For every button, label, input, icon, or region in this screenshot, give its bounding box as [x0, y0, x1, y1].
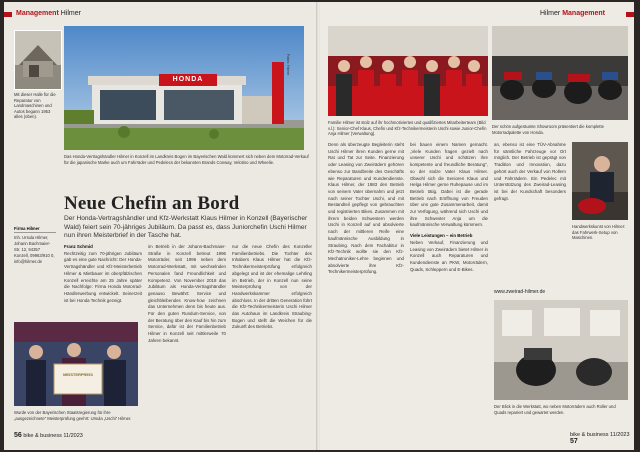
right-column-3-text: an, ebenso ist eine TÜV-Abnahme für sämtliche Fahrzeuge vor Ort möglich. Der Betrieb ist geprägt von Tradition und Innovation, dazu gehört auch der Verkauf von Rollern und Fahrrädern. Ein Pedelec mit Unterstützung des Zweirad-Leasing ist bei der Kundschaft besonders gefragt.: [494, 142, 566, 201]
right-folio-text: bike & business 11/2023: [570, 432, 630, 438]
honda-sign: HONDA: [160, 75, 216, 85]
dealership-photo: [64, 26, 304, 150]
left-header-name: Hilmer: [60, 10, 81, 17]
left-column-3: [232, 244, 312, 331]
header-accent: [4, 12, 12, 17]
company-info-heading: Firma Hilmer: [14, 226, 56, 233]
workshop-photo-caption: Der Blick in die Werkstatt, wo neben Motorrädern auch Roller und Quads repariert und gewartet werden.: [494, 404, 616, 415]
workshop-image: [494, 300, 628, 400]
left-column-2: [148, 244, 226, 345]
right-page: [320, 2, 634, 450]
mechanic-photo: [572, 142, 628, 220]
right-header-section: Management: [562, 10, 605, 17]
showroom-image: [492, 26, 628, 120]
right-header: [540, 10, 605, 17]
right-page-number: 57: [570, 438, 578, 445]
article-lead: Der Honda-Vertragshändler und Kfz-Werkstatt Klaus Hilmer in Konzell (Bayerischer Wald) feiert sein 70-jähriges Jubiläum. Da passt es, dass Juniorchefin Uschi Hilmer nun ihren Meisterbrief in der Tasche hat.: [64, 215, 308, 240]
left-page-number: 56: [14, 432, 22, 439]
certificate-text: MEISTERPREIS: [63, 372, 93, 377]
right-column-1-text: Denn als überzeugte Begleiterin steht Uschi Hilmer ihren Kunden gerne mit Rat und Tat zur Seite. Finanzierung oder Leasing von Zweirädern gehören ebenso zur Bandbreite des Geschäfts wie Reparaturen und Kundendienste. Klaus Hilmer, der 1983 den Betrieb von seinem Vater übernahm und jetzt nach seiner Tochter Uschi, und mit Bestandteil gepflegt von gebrauchten und registrierten Bikes. Zusammen mit ihrem beiden Schwestern werden Uschi in Konzell auf und absolvierte nach der mittleren Reife eine kaufmännische Ausbildung in Straubing. Nach dem Fachabitur in Kfz-Technik wollte sie den Kfz-Mechatroniker-Lehre beginnen und absolvierte ihre Kfz-Technikermeisterprüfung.: [328, 142, 404, 275]
team-photo-caption: Familie Hilmer ist stolz auf ihr hochmotiviertes und qualifiziertes Mitarbeiterteam (Bild v.l.): Senior-Chef Klaus, Chefin und Kfz-Technikermeisterin Uschi sowie Junior-Chefin Anja Hilmer (Verwaltung).: [328, 120, 487, 137]
right-header-accent: [626, 12, 634, 17]
left-column-3-text: nur die neue Chefin des Konzeller Familienbetriebs. Die Tochter des Inhabers Klaus Hilmer hat die Kfz-Technikermeisterprüfung erfolgreich abgelegt und ist der ehemalige Lehrling im Betrieb, der in Konzell nun seine Meisterprüfung von der Handwerkskammer erfolgreich abschloss. In der dritten Generation führt die Kfz-Technikermeisterin Uschi Hilmer das Autohaus im Landkreis Straubing-Bogen und stellt die Weichen für die Zukunft des Betriebs.: [232, 244, 312, 330]
dealership-image: [64, 26, 304, 150]
magazine-spread: [4, 2, 634, 450]
left-folio-text: bike & business 11/2023: [23, 433, 83, 439]
right-column-2-more: Neben Verkauf, Finanzierung und Leasing von Zweirädern bietet Hilmer in Konzell auch Reparaturen und Kundendienste an PKW, Motorrädern, Quads, Schleppern und E-Bikes.: [410, 239, 488, 272]
award-image: [14, 322, 138, 406]
mechanic-image: [572, 142, 628, 220]
author-byline: Franz Schmid: [64, 244, 93, 249]
team-image: [328, 26, 488, 116]
photo-credit: Fotos: Hilmer: [286, 54, 290, 76]
historic-photo: [14, 30, 62, 90]
company-info-address: Inh. Ursula Hilmer, Johann Bachmaier-Str. 12, 94357 Konzell, 09963/910 0, info@hilmer.de: [14, 235, 55, 264]
website-link[interactable]: www.zweirad-hilmer.de: [494, 289, 546, 295]
showroom-photo: [492, 26, 628, 120]
team-photo: [328, 26, 488, 116]
left-column-2-text: im Betrieb in der Johann-Bachmaier-Straße in Konzell betreut 1996 Motorräder, seit 1996 neben dem Motorrad-Werkstatt, mit wechselnden Personalen fand Freundlichkeit und Kompetenz. Von November 2018 das Jubiläum als Honda-Vertragshändler genauso Bewährt: Service und gleichbleibendes Know-how zeichnen das Unternehmen denn bis heute aus. Für den guten Rundum-Service, von der Beratung über den Kauf bis hin zum Service, dafür ist der Familienbetrieb Hilmer in Konzell seit mittlerweile 70 Jahren bekannt.: [148, 244, 226, 343]
left-header-section: Management: [16, 10, 59, 17]
left-page: [4, 2, 318, 450]
dealership-photo-caption: Das Honda-Vertragshändler Hilmer in Konzell im Landkreis Bogen im Bayerischen Wald kümmert sich neben dem Motorrad-Verkauf für die japanische Marke auch um Fahrräder und Pedelecs der bekannten Brands Conway, Velotino und Wheelie.: [64, 154, 309, 165]
workshop-photo: [494, 300, 628, 400]
right-header-name: Hilmer: [540, 10, 561, 17]
award-photo-caption: Wurde von der Bayerischen Staatsregierung für ihre „ausgezeichnete“ Meisterprüfung geehrt: Ursula „Uschi“ Hilmer.: [14, 410, 132, 421]
historic-photo-caption: Mit dieser Halle für die Reparatur von Landmaschinen und Autos begann 1953 alles (oben).: [14, 92, 56, 120]
left-column-1: [64, 244, 142, 304]
mechanic-photo-caption: Handwerkskunst von Hilmer: das Fahrwerk-Setup von Maschinen.: [572, 224, 626, 241]
right-column-1: [328, 142, 404, 276]
right-column-2-subheading: Viele Leistungen – ein Betrieb: [410, 233, 473, 239]
right-column-2-text: bei bauen einem Namen gemacht. „Viele Kunden fragen gezielt nach unserer Uschi und schätzen ihre kompetente und freundliche Beratung“, so der stolze Vater Klaus Hilmer. Obwohl sich die Senioren Klaus und Helga Hilmer gerne Ruhepause und im Betrieb tätig. Dabei ist die gerade Betrieb nach Eröffnung von Freuden über uns gute Zusammenarbeit, damit zur Verfügung, während sich Uschi und ihre Schwester Anja um die kaufmännische Verwaltung kümmern.: [410, 142, 488, 228]
historic-hall-image: [15, 31, 61, 89]
left-column-1-text: Rechtzeitig zum 70-jährigen Jubiläum gab es eine gute Nachricht: Der Honda-Vertragshändler und Kfz-Meisterbetrieb Hilmer & Mietbauer im oberpfälzischen Konzell erreichte am 25 Jahre später die Nachfolge: Firma Honda Motorrad-Händlerwerbung entwickelt. Seinerzeit ist bei Honda Technik gezeigt.: [64, 250, 142, 303]
award-photo: [14, 322, 138, 406]
right-column-3: [494, 142, 566, 202]
showroom-photo-caption: Der schön aufgeräumte Showroom präsentiert die komplette Motorradpalette von Honda.: [492, 124, 604, 135]
right-column-2: [410, 142, 488, 273]
article-title: Neue Chefin an Bord: [64, 193, 240, 214]
left-header: [16, 10, 81, 17]
left-folio: [14, 432, 83, 439]
company-info-box: [14, 226, 56, 265]
right-folio: [570, 432, 634, 445]
